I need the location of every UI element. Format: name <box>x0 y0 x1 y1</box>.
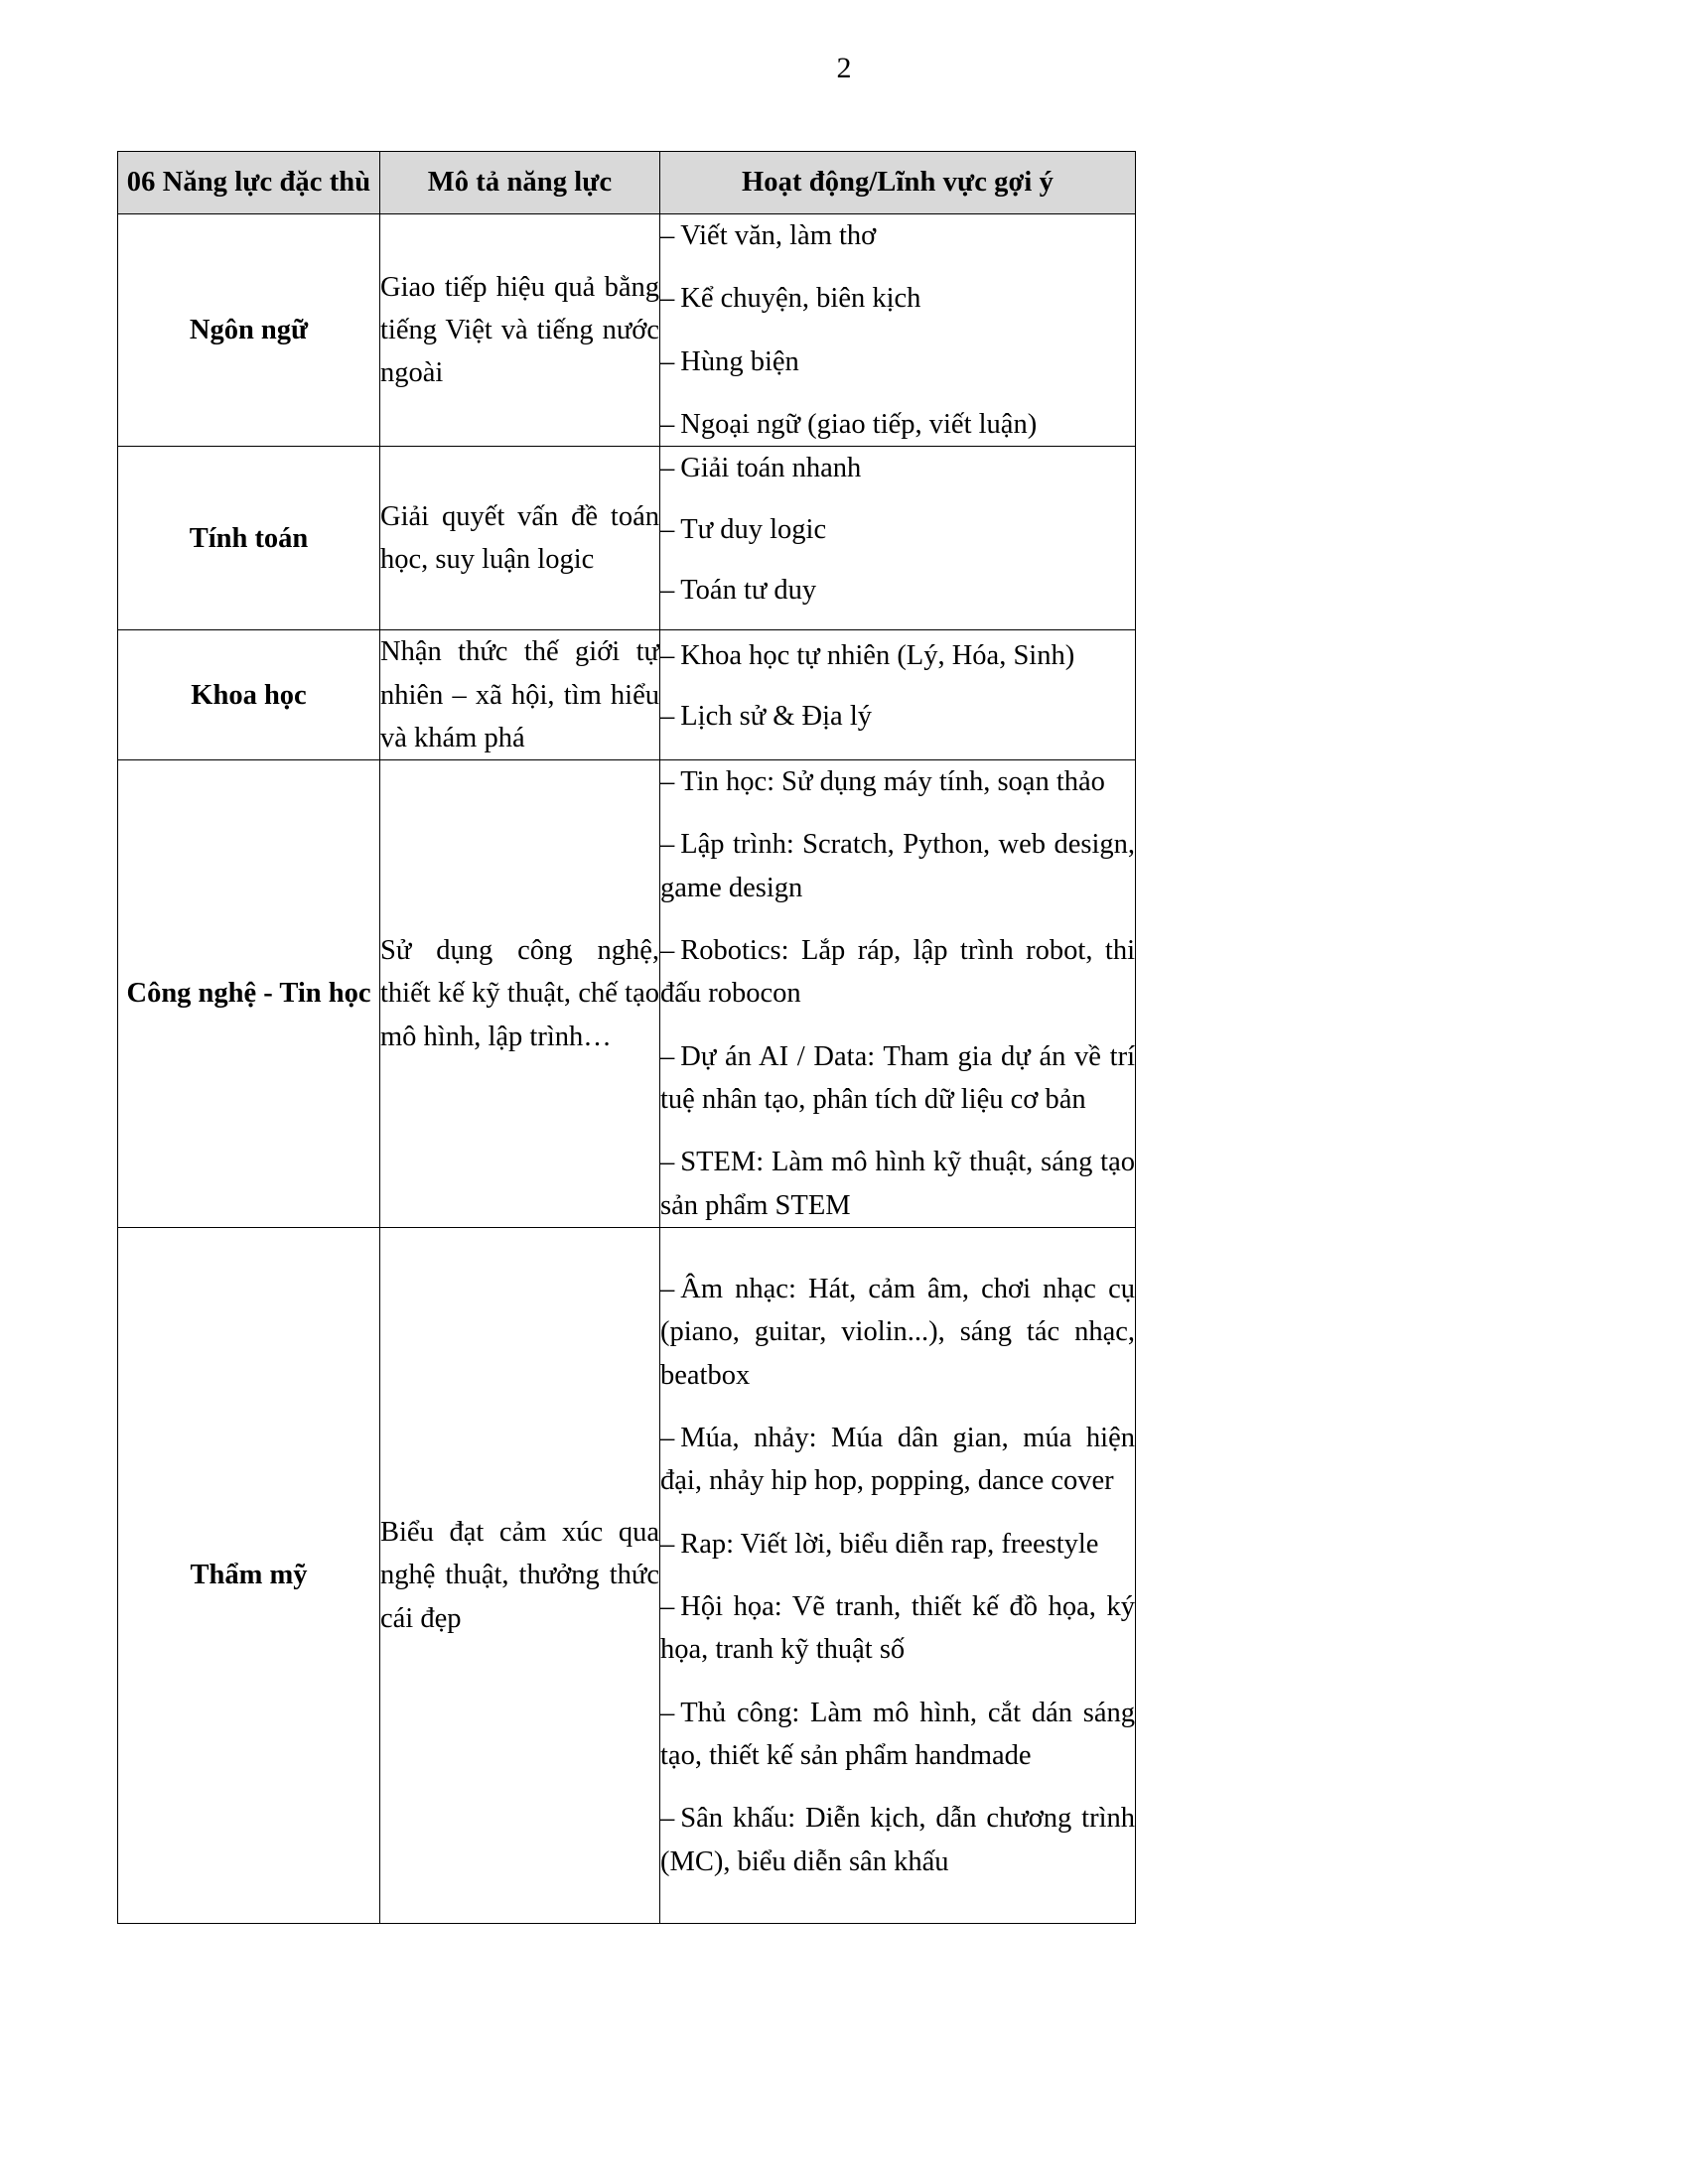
bullet-dash-icon: – <box>660 1040 675 1072</box>
activity-text: Ngoại ngữ (giao tiếp, viết luận) <box>680 408 1038 440</box>
activity-text: Tư duy logic <box>680 513 827 545</box>
competency-description: Nhận thức thế giới tự nhiên – xã hội, tìm hiểu và khám phá <box>380 630 660 760</box>
list-item <box>660 1141 1135 1227</box>
activity-text: Dự án AI / Data: Tham gia dự án về trí tuệ nhân tạo, phân tích dữ liệu cơ bản <box>660 1040 1135 1115</box>
list-item <box>660 341 1135 383</box>
bullet-dash-icon: – <box>660 1590 675 1622</box>
activity-text: Toán tư duy <box>680 574 817 606</box>
list-item <box>660 1523 1135 1566</box>
activity-text: Lịch sử & Địa lý <box>680 701 873 733</box>
activity-list <box>660 214 1135 446</box>
activity-text: Rap: Viết lời, biểu diễn rap, freestyle <box>680 1528 1099 1560</box>
bullet-dash-icon: – <box>660 408 675 440</box>
bullet-dash-icon: – <box>660 639 675 671</box>
list-item <box>660 508 1135 551</box>
bullet-dash-icon: – <box>660 283 675 315</box>
competency-name: Công nghệ - Tin học <box>118 760 380 1228</box>
list-item <box>660 1692 1135 1778</box>
list-item <box>660 1797 1135 1883</box>
competency-activities <box>660 1227 1136 1923</box>
table-row <box>118 1227 1136 1923</box>
bullet-dash-icon: – <box>660 766 675 798</box>
list-item <box>660 1585 1135 1672</box>
competency-description: Giải quyết vấn đề toán học, suy luận logic <box>380 447 660 630</box>
table-row <box>118 447 1136 630</box>
list-item <box>660 823 1135 909</box>
list-item <box>660 695 1135 738</box>
bullet-dash-icon: – <box>660 1147 675 1178</box>
activity-list <box>660 634 1135 739</box>
table-row <box>118 760 1136 1228</box>
activity-text: Sân khấu: Diễn kịch, dẫn chương trình (MC), biểu diễn sân khấu <box>660 1803 1135 1877</box>
list-item <box>660 929 1135 1016</box>
activity-text: Thủ công: Làm mô hình, cắt dán sáng tạo, thiết kế sản phẩm handmade <box>660 1697 1135 1771</box>
bullet-dash-icon: – <box>660 513 675 545</box>
list-item <box>660 277 1135 320</box>
list-item <box>660 1268 1135 1397</box>
bullet-dash-icon: – <box>660 574 675 606</box>
bullet-dash-icon: – <box>660 1274 675 1305</box>
competency-activities <box>660 760 1136 1228</box>
activity-text: Kể chuyện, biên kịch <box>680 283 921 315</box>
bullet-dash-icon: – <box>660 1423 675 1453</box>
table-row <box>118 630 1136 760</box>
list-item <box>660 634 1135 677</box>
list-item <box>660 569 1135 612</box>
competency-table <box>117 151 1136 1924</box>
bullet-dash-icon: – <box>660 829 675 861</box>
page-number: 2 <box>836 52 852 84</box>
activity-text: Hùng biện <box>680 345 799 377</box>
bullet-dash-icon: – <box>660 220 675 251</box>
competency-name: Thẩm mỹ <box>118 1227 380 1923</box>
bullet-dash-icon: – <box>660 1803 675 1835</box>
competency-description: Giao tiếp hiệu quả bằng tiếng Việt và tiếng nước ngoài <box>380 214 660 447</box>
list-item <box>660 403 1135 446</box>
competency-name: Khoa học <box>118 630 380 760</box>
activity-text: Lập trình: Scratch, Python, web design, game design <box>660 829 1135 903</box>
bullet-dash-icon: – <box>660 345 675 377</box>
activity-text: Âm nhạc: Hát, cảm âm, chơi nhạc cụ (piano, guitar, violin...), sáng tác nhạc, beatbox <box>660 1274 1135 1391</box>
list-item <box>660 760 1135 803</box>
bullet-dash-icon: – <box>660 453 675 484</box>
competency-activities <box>660 447 1136 630</box>
table-header <box>118 152 1136 214</box>
activity-text: Viết văn, làm thơ <box>680 220 877 251</box>
activity-text: Múa, nhảy: Múa dân gian, múa hiện đại, nhảy hip hop, popping, dance cover <box>660 1423 1135 1497</box>
header-row <box>118 152 1136 214</box>
activity-list <box>660 1268 1135 1883</box>
competency-activities <box>660 214 1136 447</box>
column-header-competency: 06 Năng lực đặc thù <box>118 152 380 214</box>
list-item <box>660 214 1135 257</box>
column-header-description: Mô tả năng lực <box>380 152 660 214</box>
activity-text: Giải toán nhanh <box>680 453 862 484</box>
activity-text: Robotics: Lắp ráp, lập trình robot, thi đấu robocon <box>660 935 1135 1010</box>
list-item <box>660 1035 1135 1122</box>
table-body <box>118 214 1136 1924</box>
bullet-dash-icon: – <box>660 1528 675 1560</box>
activity-text: Hội họa: Vẽ tranh, thiết kế đồ họa, ký họa, tranh kỹ thuật số <box>660 1590 1135 1666</box>
column-header-activities: Hoạt động/Lĩnh vực gợi ý <box>660 152 1136 214</box>
activity-text: STEM: Làm mô hình kỹ thuật, sáng tạo sản phẩm STEM <box>660 1147 1135 1221</box>
table-row <box>118 214 1136 447</box>
bullet-dash-icon: – <box>660 701 675 733</box>
activity-text: Khoa học tự nhiên (Lý, Hóa, Sinh) <box>680 639 1075 671</box>
list-item <box>660 447 1135 489</box>
list-item <box>660 1417 1135 1503</box>
bullet-dash-icon: – <box>660 935 675 967</box>
bullet-dash-icon: – <box>660 1697 675 1728</box>
activity-list <box>660 447 1135 612</box>
competency-name: Ngôn ngữ <box>118 214 380 447</box>
activity-list <box>660 760 1135 1227</box>
competency-activities <box>660 630 1136 760</box>
competency-description: Biểu đạt cảm xúc qua nghệ thuật, thưởng thức cái đẹp <box>380 1227 660 1923</box>
competency-description: Sử dụng công nghệ, thiết kế kỹ thuật, chế tạo mô hình, lập trình… <box>380 760 660 1228</box>
activity-text: Tin học: Sử dụng máy tính, soạn thảo <box>680 766 1105 798</box>
competency-name: Tính toán <box>118 447 380 630</box>
